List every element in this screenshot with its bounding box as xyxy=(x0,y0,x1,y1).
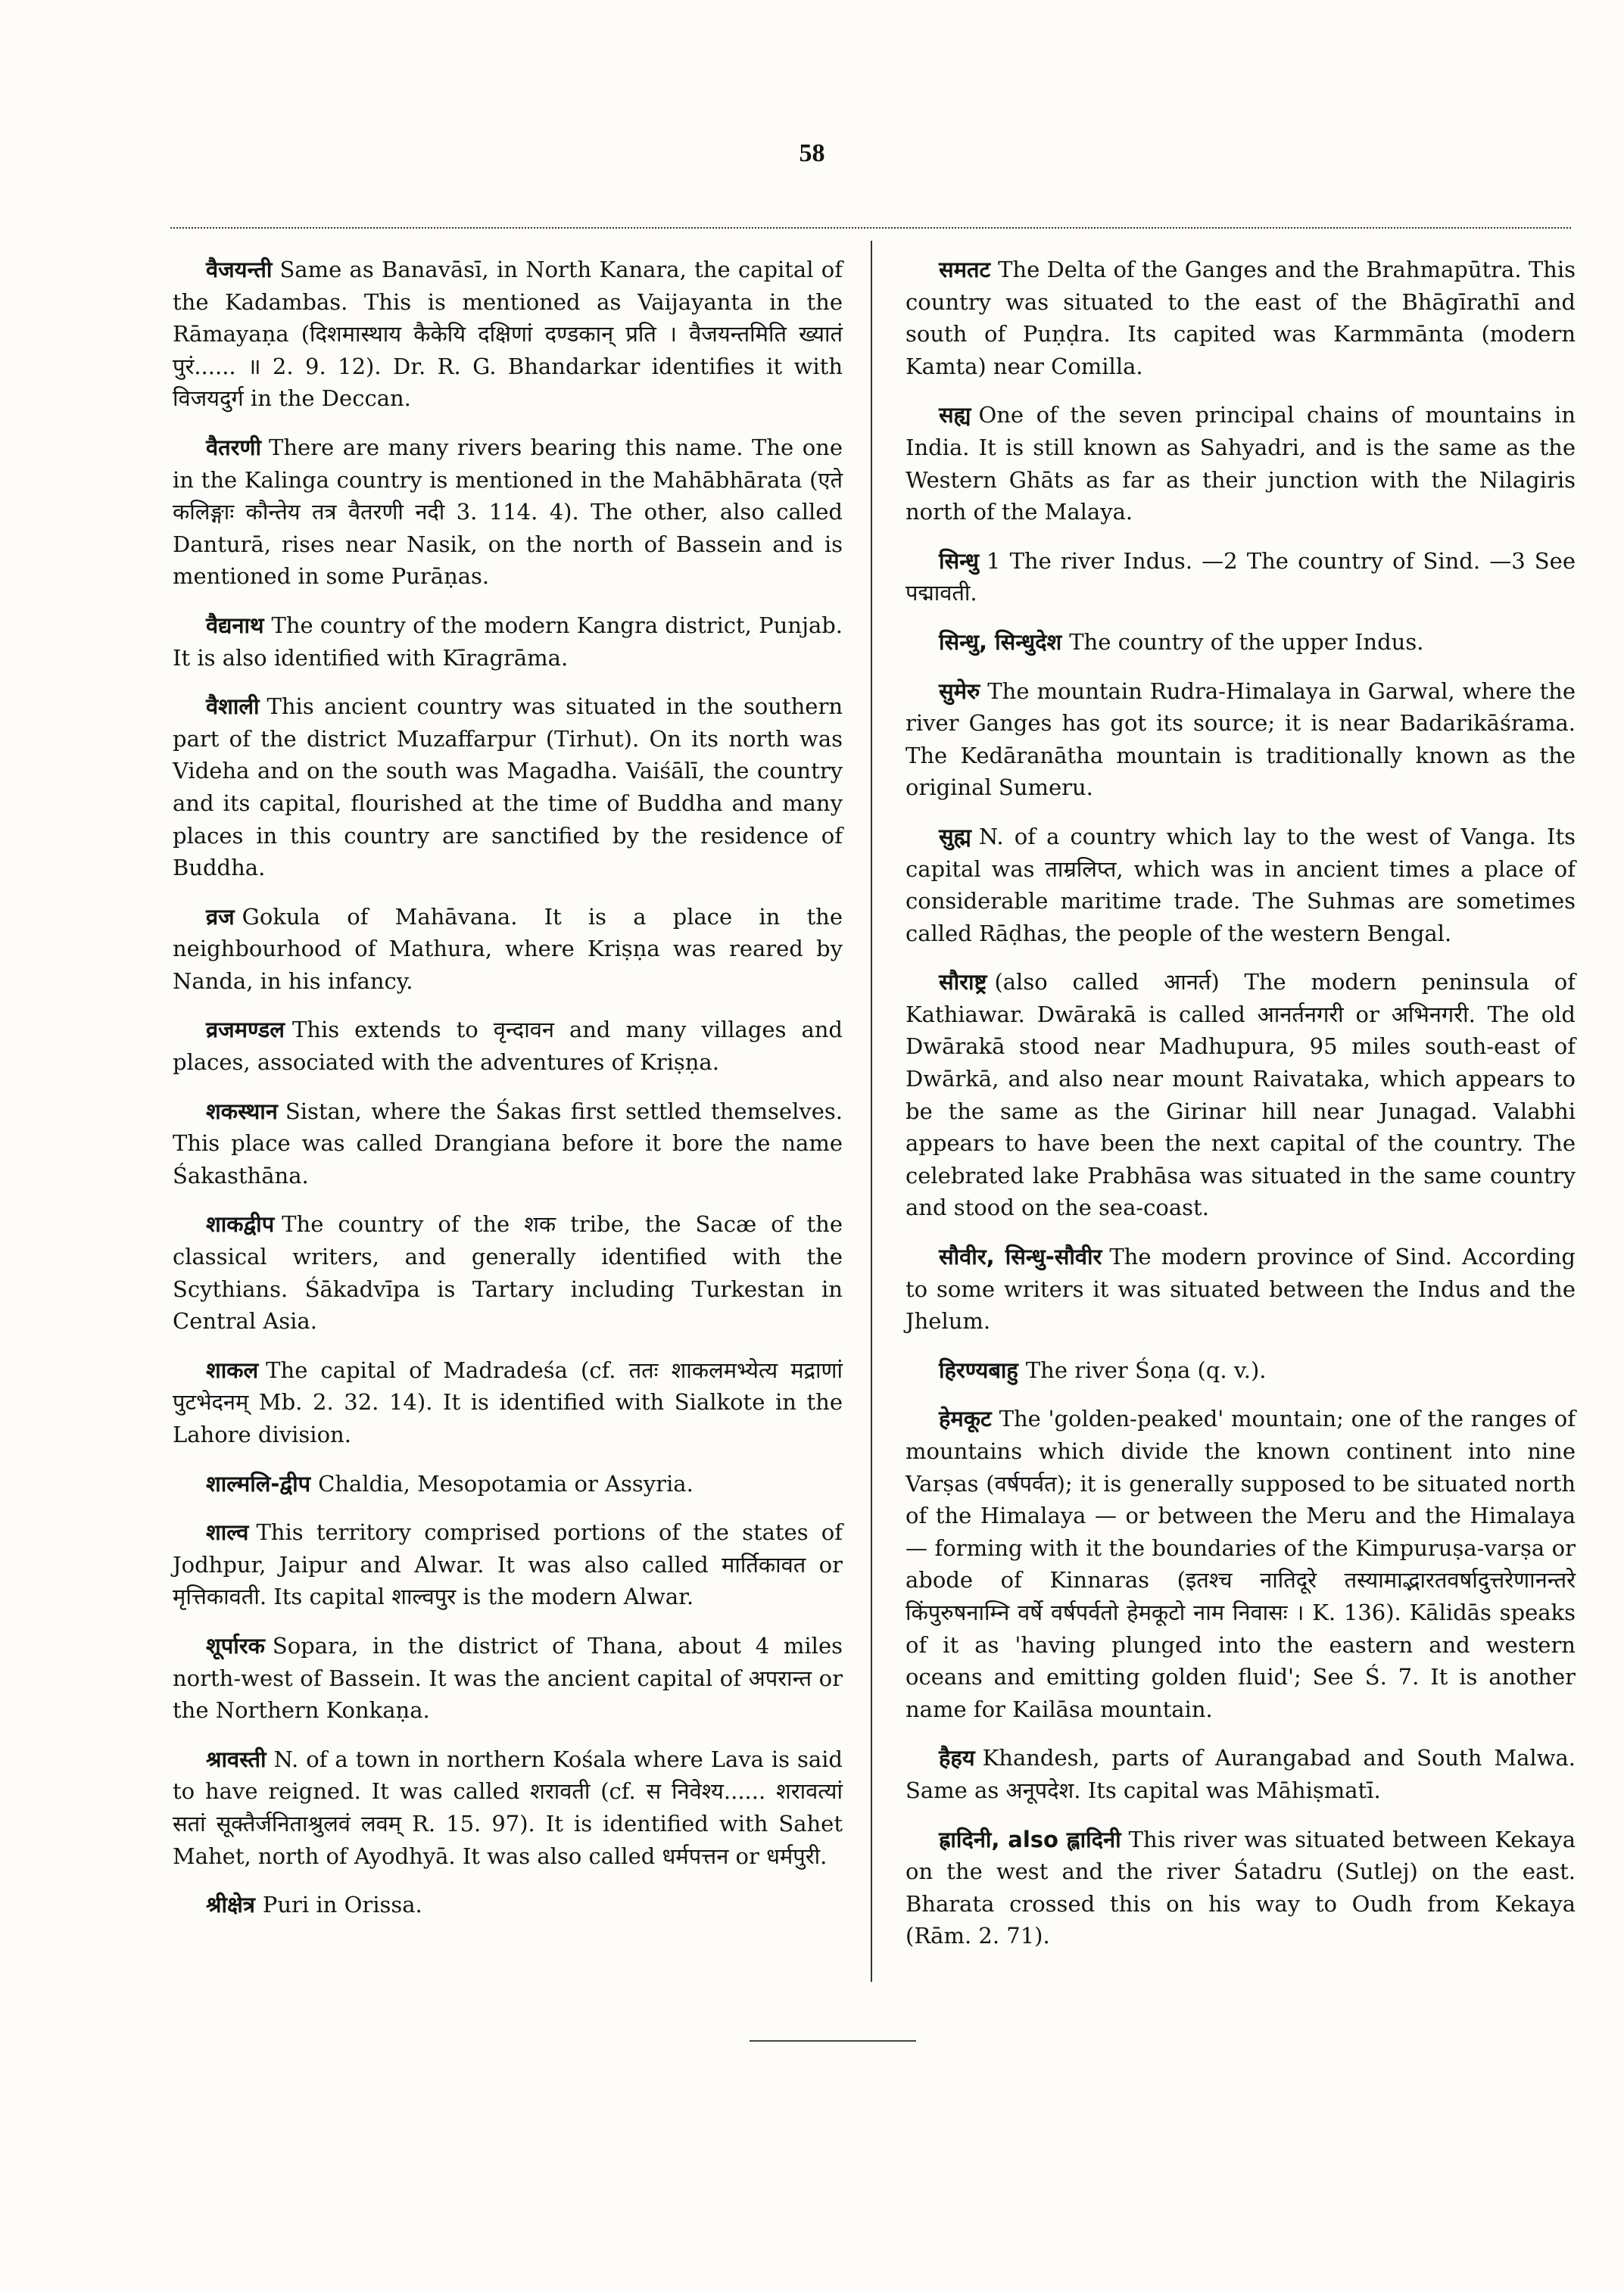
entry xyxy=(173,1014,843,1078)
definition: The capital of Madradeśa (cf. ततः शाकलमभ्येत्य मद्राणां पुटभेदनम् Mb. 2. 32. 14). It is identified with Sialkote in the Lahore division. xyxy=(173,1357,843,1447)
entry xyxy=(173,1095,843,1192)
definition: One of the seven principal chains of mountains in India. It is still known as Sahyadri, and is the same as the Western Ghāts as far as their junction with the Nilagiris north of the Malaya. xyxy=(906,402,1576,525)
definition: Gokula of Mahāvana. It is a place in the neighbourhood of Mathura, where Kriṣṇa was reared by Nanda, in his infancy. xyxy=(173,903,843,994)
definition: The Delta of the Ganges and the Brahmapūtra. This country was situated to the east of the Bhāgīrathī and south of Puṇḍra. Its capited was Karmmānta (modern Kamta) near Comilla. xyxy=(906,257,1576,379)
headword: हेमकूट xyxy=(939,1406,992,1432)
entry xyxy=(173,1468,843,1500)
definition: N. of a town in northern Kośala where Lava is said to have reigned. It was called शरावती (cf. स निवेश्य...... शरावत्यां सतां सूक्तैर्जनिताश्रुलवं लवम् R. 15. 97). It is identified with Sahet Mahet, north of Ayodhyā. It was also called धर्मपत्तन or धर्मपुरी. xyxy=(173,1746,843,1869)
headword: वैशाली xyxy=(206,693,260,720)
entry xyxy=(906,1742,1576,1806)
entry xyxy=(906,1241,1576,1338)
headword: सौराष्ट्र xyxy=(939,969,987,995)
definition: The mountain Rudra-Himalaya in Garwal, where the river Ganges has got its source; it is near Badarikāśrama. The Kedāranātha mountain is traditionally known as the original Sumeru. xyxy=(906,678,1576,801)
top-rule xyxy=(170,227,1571,229)
definition: N. of a country which lay to the west of Vanga. Its capital was ताम्रलिप्त, which was in ancient times a place of considerable maritime trade. The Suhmas are sometimes called Rāḍhas, the people of the western Bengal. xyxy=(906,823,1576,946)
headword: श्रावस्ती xyxy=(206,1746,267,1772)
definition: Sopara, in the district of Thana, about 4 miles north-west of Bassein. It was the ancient capital of अपरान्त or the Northern Konkaṇa. xyxy=(173,1632,843,1724)
entry xyxy=(173,1208,843,1337)
headword: वैजयन्ती xyxy=(206,257,273,282)
headword: हैहय xyxy=(939,1745,975,1771)
entry xyxy=(173,1516,843,1613)
column-divider xyxy=(871,241,872,1982)
headword: वैद्यनाथ xyxy=(206,612,264,638)
entry xyxy=(173,1354,843,1451)
definition: (also called आनर्त) The modern peninsula of Kathiawar. Dwārakā is called आनर्तनगरी or अभिनगरी. The old Dwārakā stood near Madhupura, 95 miles south-east of Dwārkā, and also near mount Raivataka, which appears to be the same as the Girinar hill near Junagad. Valabhi appears to have been the next capital of the country. The celebrated lake Prabhāsa was situated in the same country and stood on the sea-coast. xyxy=(906,969,1576,1221)
headword: समतट xyxy=(939,257,991,282)
entry xyxy=(173,690,843,884)
definition: Khandesh, parts of Aurangabad and South Malwa. Same as अनूपदेश. Its capital was Māhiṣmatī. xyxy=(906,1745,1576,1803)
page-number: 58 xyxy=(799,139,825,167)
definition: There are many rivers bearing this name. The one in the Kalinga country is mentioned in the Mahābhārata (एते कलिङ्गाः कौन्तेय तत्र वैतरणी नदी 3. 114. 4). The other, also called Danturā, rises near Nasik, on the north of Bassein and is mentioned in some Purāṇas. xyxy=(173,434,843,590)
entry xyxy=(906,966,1576,1224)
definition: Same as Banavāsī, in North Kanara, the capital of the Kadambas. This is mentioned as Vaijayanta in the Rāmayaṇa (दिशमास्थाय कैकेयि दक्षिणां दण्डकान् प्रति । वैजयन्तमिति ख्यातं पुरं...... ॥ 2. 9. 12). Dr. R. G. Bhandarkar identifies it with विजयदुर्ग in the Deccan. xyxy=(173,257,843,412)
right-column xyxy=(906,254,1576,1969)
definition: Puri in Orissa. xyxy=(262,1892,422,1918)
entry xyxy=(173,901,843,998)
entry xyxy=(173,1630,843,1727)
entry xyxy=(906,545,1576,609)
definition: The 'golden-peaked' mountain; one of the ranges of mountains which divide the known continent into nine Varṣas (वर्षपर्वत); it is generally supposed to be situated north of the Himalaya — or between the Meru and the Himalaya — forming with it the boundaries of the Kimpuruṣa-varṣa or abode of Kinnaras (इतश्च नातिदूरे तस्यामाद्भारतवर्षादुत्तरेणानन्तरे किंपुरुषनाम्नि वर्षे वर्षपर्वतो हेमकूटो नाम निवासः । K. 136). Kālidās speaks of it as 'having plunged into the eastern and western oceans and emitting golden fluid'; See Ś. 7. It is another name for Kailāsa mountain. xyxy=(906,1406,1576,1722)
entry xyxy=(173,1889,843,1921)
definition: The river Śoṇa (q. v.). xyxy=(1025,1357,1267,1383)
headword: शूर्पारक xyxy=(206,1632,265,1659)
definition: This territory comprised portions of the states of Jodhpur, Jaipur and Alwar. It was also called मार्तिकावत or मृत्तिकावती. Its capital शाल्वपुर is the modern Alwar. xyxy=(173,1519,843,1610)
definition: The country of the upper Indus. xyxy=(1069,628,1424,655)
entry xyxy=(173,254,843,415)
headword: सुमेरु xyxy=(939,678,980,704)
bottom-rule xyxy=(750,2040,916,2042)
headword: सिन्धु xyxy=(939,547,979,574)
definition: Sistan, where the Śakas first settled themselves. This place was called Drangiana before it bore the name Śakasthāna. xyxy=(173,1098,843,1189)
headword: सौवीर, सिन्धु-सौवीर xyxy=(939,1244,1102,1270)
definition: The country of the शक tribe, the Sacæ of the classical writers, and generally identified with the Scythians. Śākadvīpa is Tartary including Turkestan in Central Asia. xyxy=(173,1211,843,1335)
headword: शाल्व xyxy=(206,1519,249,1546)
entry xyxy=(906,399,1576,528)
definition: The country of the modern Kangra district, Punjab. It is also identified with Kīragrāma. xyxy=(173,612,843,671)
entry xyxy=(173,1743,843,1872)
entry xyxy=(173,431,843,593)
headword: सुह्म xyxy=(939,823,971,849)
headword: श्रीक्षेत्र xyxy=(206,1892,255,1918)
headword: शाकल xyxy=(206,1357,259,1383)
entry xyxy=(906,1354,1576,1387)
headword: हिरण्यबाहु xyxy=(939,1357,1018,1383)
headword: शकस्थान xyxy=(206,1098,278,1124)
definition: 1 The river Indus. —2 The country of Sind. —3 See पद्मावती. xyxy=(906,547,1576,606)
headword: सह्य xyxy=(939,402,971,428)
headword: व्रजमण्डल xyxy=(206,1017,285,1043)
entry xyxy=(906,821,1576,949)
headword: वैतरणी xyxy=(206,434,261,460)
headword: शाकद्वीप xyxy=(206,1211,275,1238)
definition: This ancient country was situated in the southern part of the district Muzaffarpur (Tirhut). On its north was Videha and on the south was Magadha. Vaiśālī, the country and its capital, flourished at the time of Buddha and many places in this country are sanctified by the residence of Buddha. xyxy=(173,693,843,881)
entry xyxy=(906,1403,1576,1725)
entry xyxy=(906,675,1576,804)
entry xyxy=(173,609,843,674)
definition: Chaldia, Mesopotamia or Assyria. xyxy=(318,1470,694,1497)
left-column xyxy=(173,254,843,1938)
headword: शाल्मलि-द्वीप xyxy=(206,1470,311,1497)
entry xyxy=(906,626,1576,659)
entry xyxy=(906,254,1576,382)
headword: व्रज xyxy=(206,903,235,930)
definition: This extends to वृन्दावन and many villages and places, associated with the adventures of Kriṣṇa. xyxy=(173,1017,843,1076)
headword: ह्रादिनी, also ह्लादिनी xyxy=(939,1826,1121,1852)
definition: The modern province of Sind. According to some writers it was situated between the Indus and the Jhelum. xyxy=(906,1244,1576,1335)
entry xyxy=(906,1824,1576,1952)
definition: This river was situated between Kekaya on the west and the river Śatadru (Sutlej) on the east. Bharata crossed this on his way to Oudh from Kekaya (Rām. 2. 71). xyxy=(906,1826,1576,1949)
headword: सिन्धु, सिन्धुदेश xyxy=(939,628,1062,655)
